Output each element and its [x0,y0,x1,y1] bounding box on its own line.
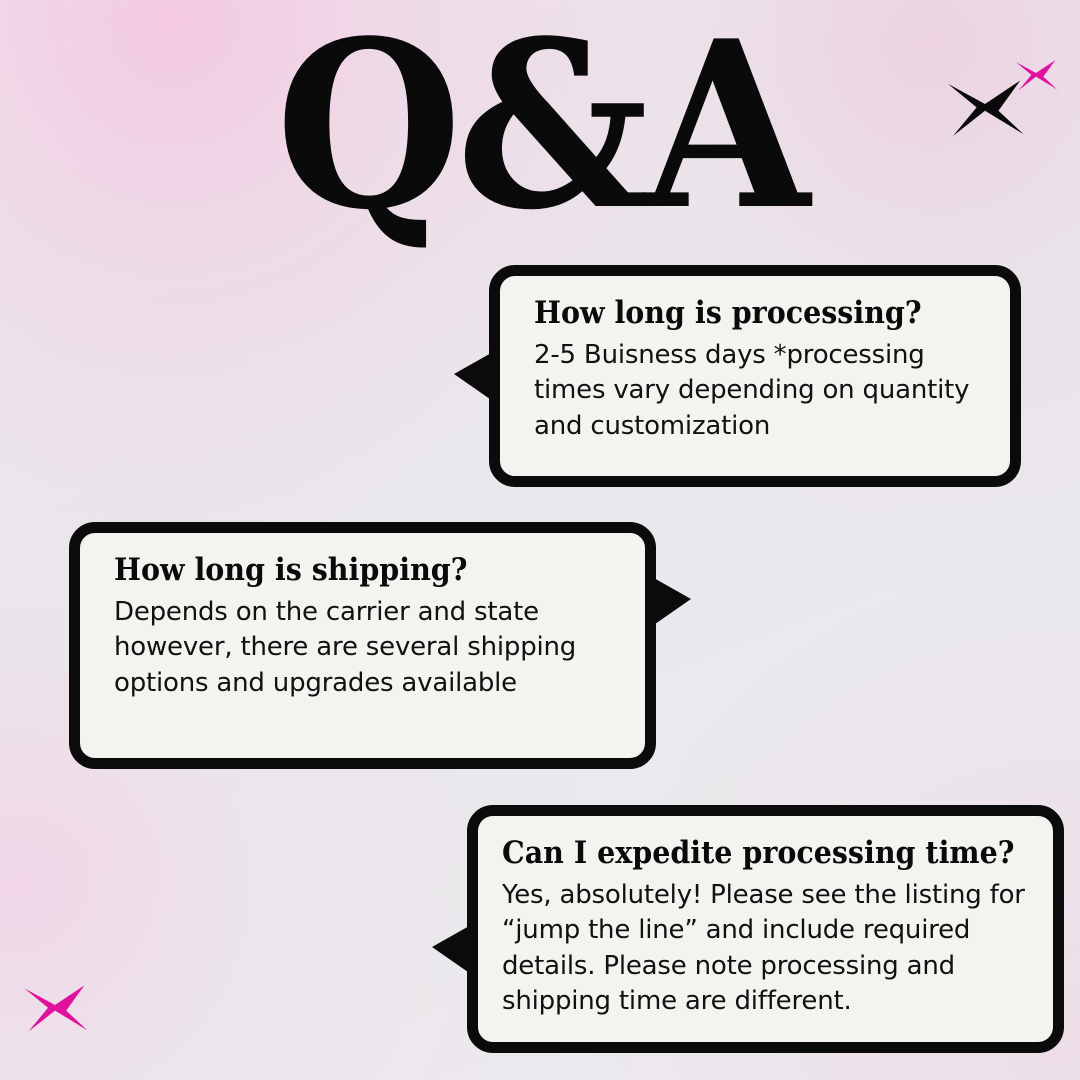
bubble-tail-left [454,348,500,406]
faq-bubble-processing [489,265,1021,487]
page-title: Q&A [275,0,805,261]
faq-answer: 2-5 Buisness days *processing times vary depending on quantity and customization [534,339,970,441]
sparkle-magenta-top-right-icon [1013,50,1059,96]
faq-answer: Yes, absolutely! Please see the listing for “jump the line” and include required details. Please note processing and shipping time are different. [502,879,1025,1017]
faq-question: Can I expedite processing time? [502,835,1015,871]
bubble-tail-left [432,921,478,979]
faq-bubble-shipping [69,522,656,769]
bubble-tail-right [645,573,691,631]
faq-question: How long is shipping? [114,552,468,588]
faq-answer: Depends on the carrier and state however, there are several shipping options and upgrades available [114,596,577,698]
faq-bubble-expedite [467,805,1064,1053]
faq-question: How long is processing? [534,295,922,331]
sparkle-magenta-bottom-left-icon [20,970,90,1040]
